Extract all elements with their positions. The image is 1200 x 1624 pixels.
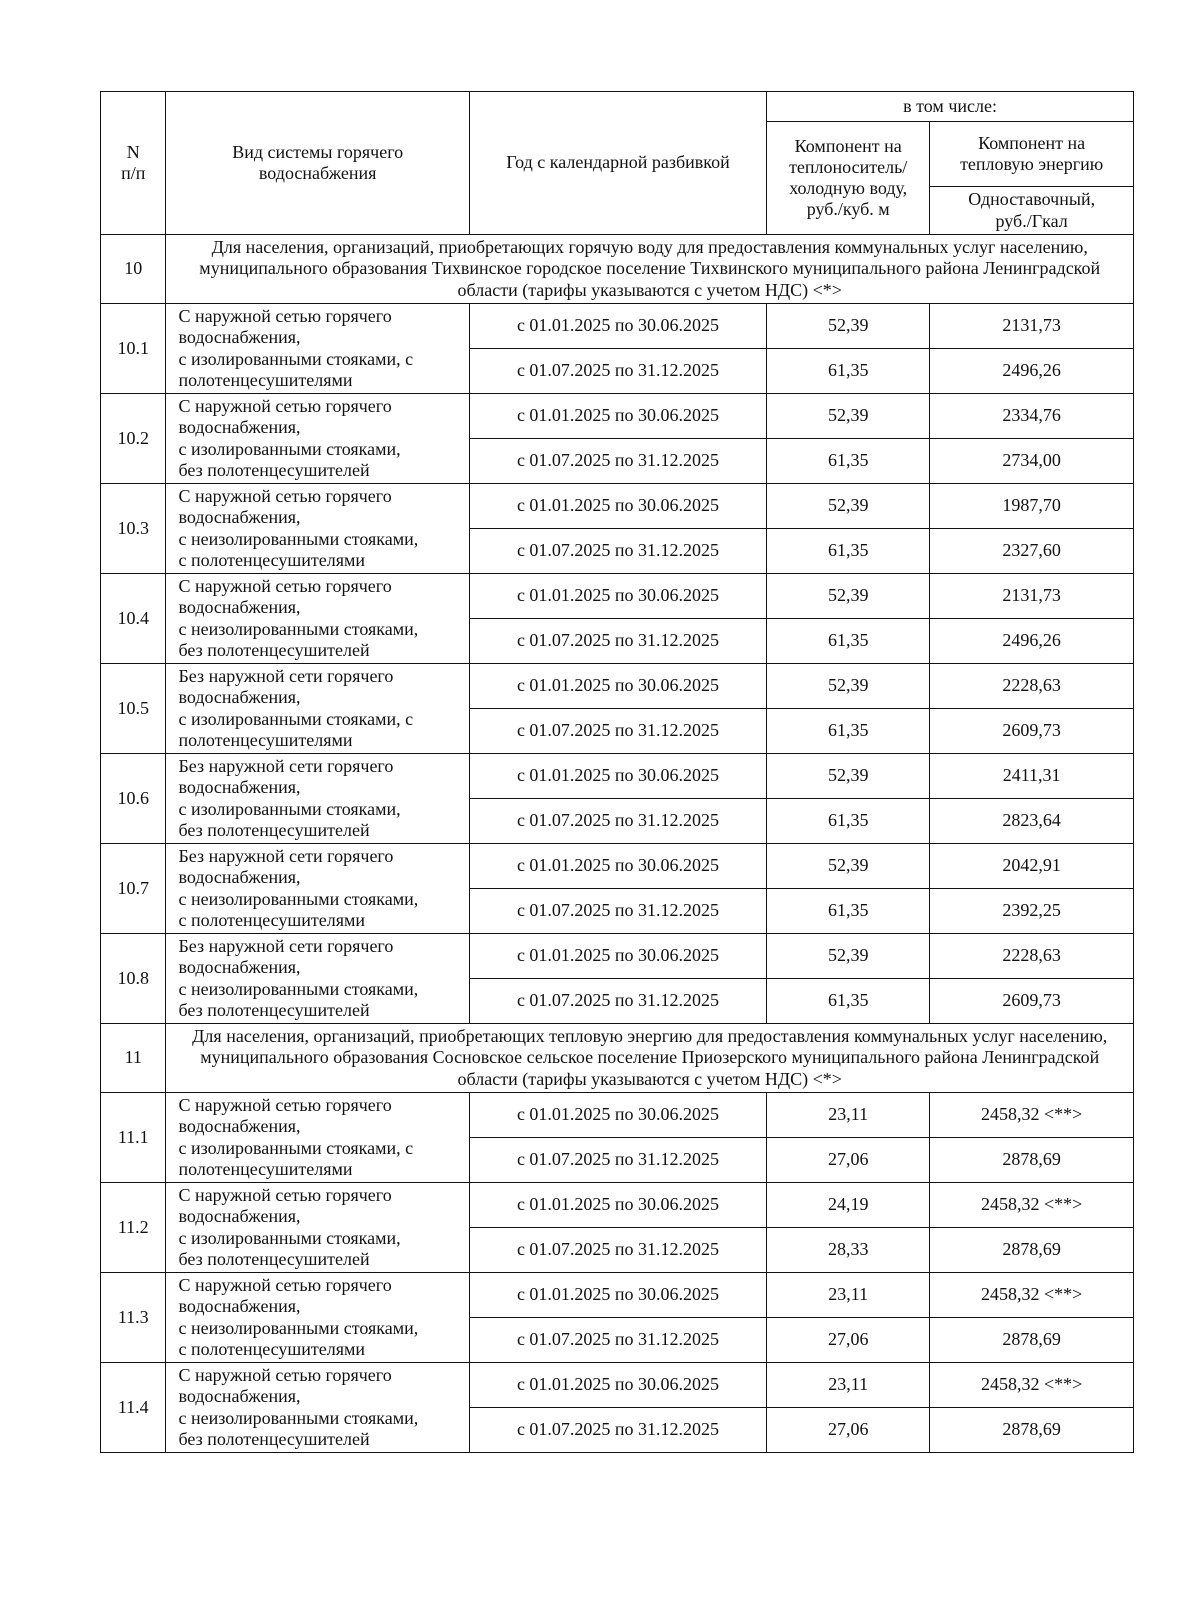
row-energy-value: 2878,69 [930,1228,1134,1273]
row-number: 10.4 [101,574,166,664]
row-system-type: Без наружной сети горячего водоснабжения, с неизолированными стояками, с полотенцесушителями [166,844,469,934]
row-number: 10.7 [101,844,166,934]
row-energy-value: 2878,69 [930,1138,1134,1183]
row-coolant-value: 52,39 [767,484,930,529]
row-period: с 01.07.2025 по 31.12.2025 [469,439,766,484]
row-energy-value: 2392,25 [930,889,1134,934]
row-system-type: С наружной сетью горячего водоснабжения, с изолированными стояками, без полотенцесушителей [166,1183,469,1273]
row-coolant-value: 23,11 [767,1273,930,1318]
row-energy-value: 2131,73 [930,304,1134,349]
row-number: 10.8 [101,934,166,1024]
row-energy-value: 2042,91 [930,844,1134,889]
table-row [101,934,1134,979]
row-period: с 01.07.2025 по 31.12.2025 [469,619,766,664]
row-period: с 01.01.2025 по 30.06.2025 [469,1273,766,1318]
row-energy-value: 2609,73 [930,979,1134,1024]
row-coolant-value: 52,39 [767,574,930,619]
row-energy-value: 2458,32 <**> [930,1093,1134,1138]
row-coolant-value: 52,39 [767,754,930,799]
row-system-type: С наружной сетью горячего водоснабжения, с изолированными стояками, без полотенцесушителей [166,394,469,484]
header-coolant-component: Компонент на теплоноситель/ холодную воду, руб./куб. м [767,122,930,235]
row-coolant-value: 61,35 [767,349,930,394]
row-number: 10.3 [101,484,166,574]
row-period: с 01.07.2025 по 31.12.2025 [469,1228,766,1273]
row-system-type: С наружной сетью горячего водоснабжения, с неизолированными стояками, с полотенцесушителями [166,1273,469,1363]
table-row [101,844,1134,889]
row-system-type: С наружной сетью горячего водоснабжения, с изолированными стояками, с полотенцесушителями [166,1093,469,1183]
row-coolant-value: 27,06 [767,1138,930,1183]
row-energy-value: 2458,32 <**> [930,1183,1134,1228]
row-energy-value: 2878,69 [930,1318,1134,1363]
table-row [101,1273,1134,1318]
row-system-type: С наружной сетью горячего водоснабжения, с изолированными стояками, с полотенцесушителями [166,304,469,394]
row-period: с 01.07.2025 по 31.12.2025 [469,1138,766,1183]
row-system-type: Без наружной сети горячего водоснабжения, с неизолированными стояками, без полотенцесушителей [166,934,469,1024]
header-energy-single-rate: Одноставочный, руб./Гкал [930,187,1134,235]
row-coolant-value: 52,39 [767,664,930,709]
row-number: 10.1 [101,304,166,394]
row-period: с 01.01.2025 по 30.06.2025 [469,664,766,709]
row-coolant-value: 52,39 [767,304,930,349]
row-energy-value: 2334,76 [930,394,1134,439]
section-number: 10 [101,235,166,304]
row-coolant-value: 27,06 [767,1318,930,1363]
row-coolant-value: 61,35 [767,529,930,574]
row-coolant-value: 52,39 [767,934,930,979]
row-coolant-value: 61,35 [767,709,930,754]
row-energy-value: 2411,31 [930,754,1134,799]
row-coolant-value: 52,39 [767,844,930,889]
row-number: 10.2 [101,394,166,484]
table-row [101,754,1134,799]
row-energy-value: 2131,73 [930,574,1134,619]
tariff-table [100,91,1134,1453]
row-period: с 01.01.2025 по 30.06.2025 [469,934,766,979]
row-coolant-value: 61,35 [767,889,930,934]
row-period: с 01.01.2025 по 30.06.2025 [469,754,766,799]
header-number: N п/п [101,92,166,235]
row-number: 10.5 [101,664,166,754]
row-energy-value: 2823,64 [930,799,1134,844]
header-system-type: Вид системы горячего водоснабжения [166,92,469,235]
row-period: с 01.07.2025 по 31.12.2025 [469,349,766,394]
row-system-type: Без наружной сети горячего водоснабжения, с изолированными стояками, без полотенцесушителей [166,754,469,844]
row-number: 11.4 [101,1363,166,1453]
row-number: 11.2 [101,1183,166,1273]
row-energy-value: 2878,69 [930,1408,1134,1453]
row-period: с 01.01.2025 по 30.06.2025 [469,1183,766,1228]
table-row [101,574,1134,619]
row-coolant-value: 52,39 [767,394,930,439]
row-period: с 01.01.2025 по 30.06.2025 [469,484,766,529]
row-system-type: С наружной сетью горячего водоснабжения, с неизолированными стояками, с полотенцесушителями [166,484,469,574]
row-period: с 01.07.2025 по 31.12.2025 [469,529,766,574]
row-system-type: С наружной сетью горячего водоснабжения, с неизолированными стояками, без полотенцесушителей [166,574,469,664]
table-row [101,1183,1134,1228]
row-period: с 01.01.2025 по 30.06.2025 [469,304,766,349]
row-energy-value: 2228,63 [930,934,1134,979]
section-title: Для населения, организаций, приобретающих горячую воду для предоставления коммунальных услуг населению, муниципального образования Тихвинское городское поселение Тихвинского муниципального района Ленинградской области (тарифы указываются с учетом НДС) <*> [166,235,1134,304]
row-energy-value: 2327,60 [930,529,1134,574]
table-row [101,664,1134,709]
row-period: с 01.01.2025 по 30.06.2025 [469,1363,766,1408]
row-energy-value: 2734,00 [930,439,1134,484]
table-row [101,304,1134,349]
row-coolant-value: 24,19 [767,1183,930,1228]
table-row [101,394,1134,439]
header-energy-component: Компонент на тепловую энергию [930,122,1134,187]
row-coolant-value: 61,35 [767,979,930,1024]
table-row [101,1093,1134,1138]
row-period: с 01.01.2025 по 30.06.2025 [469,844,766,889]
row-coolant-value: 61,35 [767,799,930,844]
section-number: 11 [101,1024,166,1093]
header-period: Год с календарной разбивкой [469,92,766,235]
row-system-type: С наружной сетью горячего водоснабжения, с неизолированными стояками, без полотенцесушителей [166,1363,469,1453]
row-coolant-value: 27,06 [767,1408,930,1453]
row-energy-value: 2458,32 <**> [930,1273,1134,1318]
row-energy-value: 2609,73 [930,709,1134,754]
row-number: 11.1 [101,1093,166,1183]
row-energy-value: 1987,70 [930,484,1134,529]
row-period: с 01.01.2025 по 30.06.2025 [469,574,766,619]
row-period: с 01.07.2025 по 31.12.2025 [469,1318,766,1363]
row-coolant-value: 61,35 [767,439,930,484]
row-energy-value: 2458,32 <**> [930,1363,1134,1408]
row-period: с 01.07.2025 по 31.12.2025 [469,799,766,844]
row-system-type: Без наружной сети горячего водоснабжения, с изолированными стояками, с полотенцесушителями [166,664,469,754]
row-coolant-value: 28,33 [767,1228,930,1273]
row-coolant-value: 61,35 [767,619,930,664]
row-coolant-value: 23,11 [767,1363,930,1408]
row-period: с 01.07.2025 по 31.12.2025 [469,1408,766,1453]
row-period: с 01.07.2025 по 31.12.2025 [469,889,766,934]
header-including: в том числе: [767,92,1134,122]
row-period: с 01.07.2025 по 31.12.2025 [469,979,766,1024]
row-coolant-value: 23,11 [767,1093,930,1138]
row-period: с 01.01.2025 по 30.06.2025 [469,394,766,439]
table-row [101,1363,1134,1408]
row-number: 11.3 [101,1273,166,1363]
row-energy-value: 2496,26 [930,619,1134,664]
section-title: Для населения, организаций, приобретающих тепловую энергию для предоставления коммунальных услуг населению, муниципального образования Сосновское сельское поселение Приозерского муниципального района Ленинградской области (тарифы указываются с учетом НДС) <*> [166,1024,1134,1093]
row-period: с 01.01.2025 по 30.06.2025 [469,1093,766,1138]
section-row [101,235,1134,304]
table-row [101,484,1134,529]
row-energy-value: 2228,63 [930,664,1134,709]
row-energy-value: 2496,26 [930,349,1134,394]
section-row [101,1024,1134,1093]
row-period: с 01.07.2025 по 31.12.2025 [469,709,766,754]
row-number: 10.6 [101,754,166,844]
